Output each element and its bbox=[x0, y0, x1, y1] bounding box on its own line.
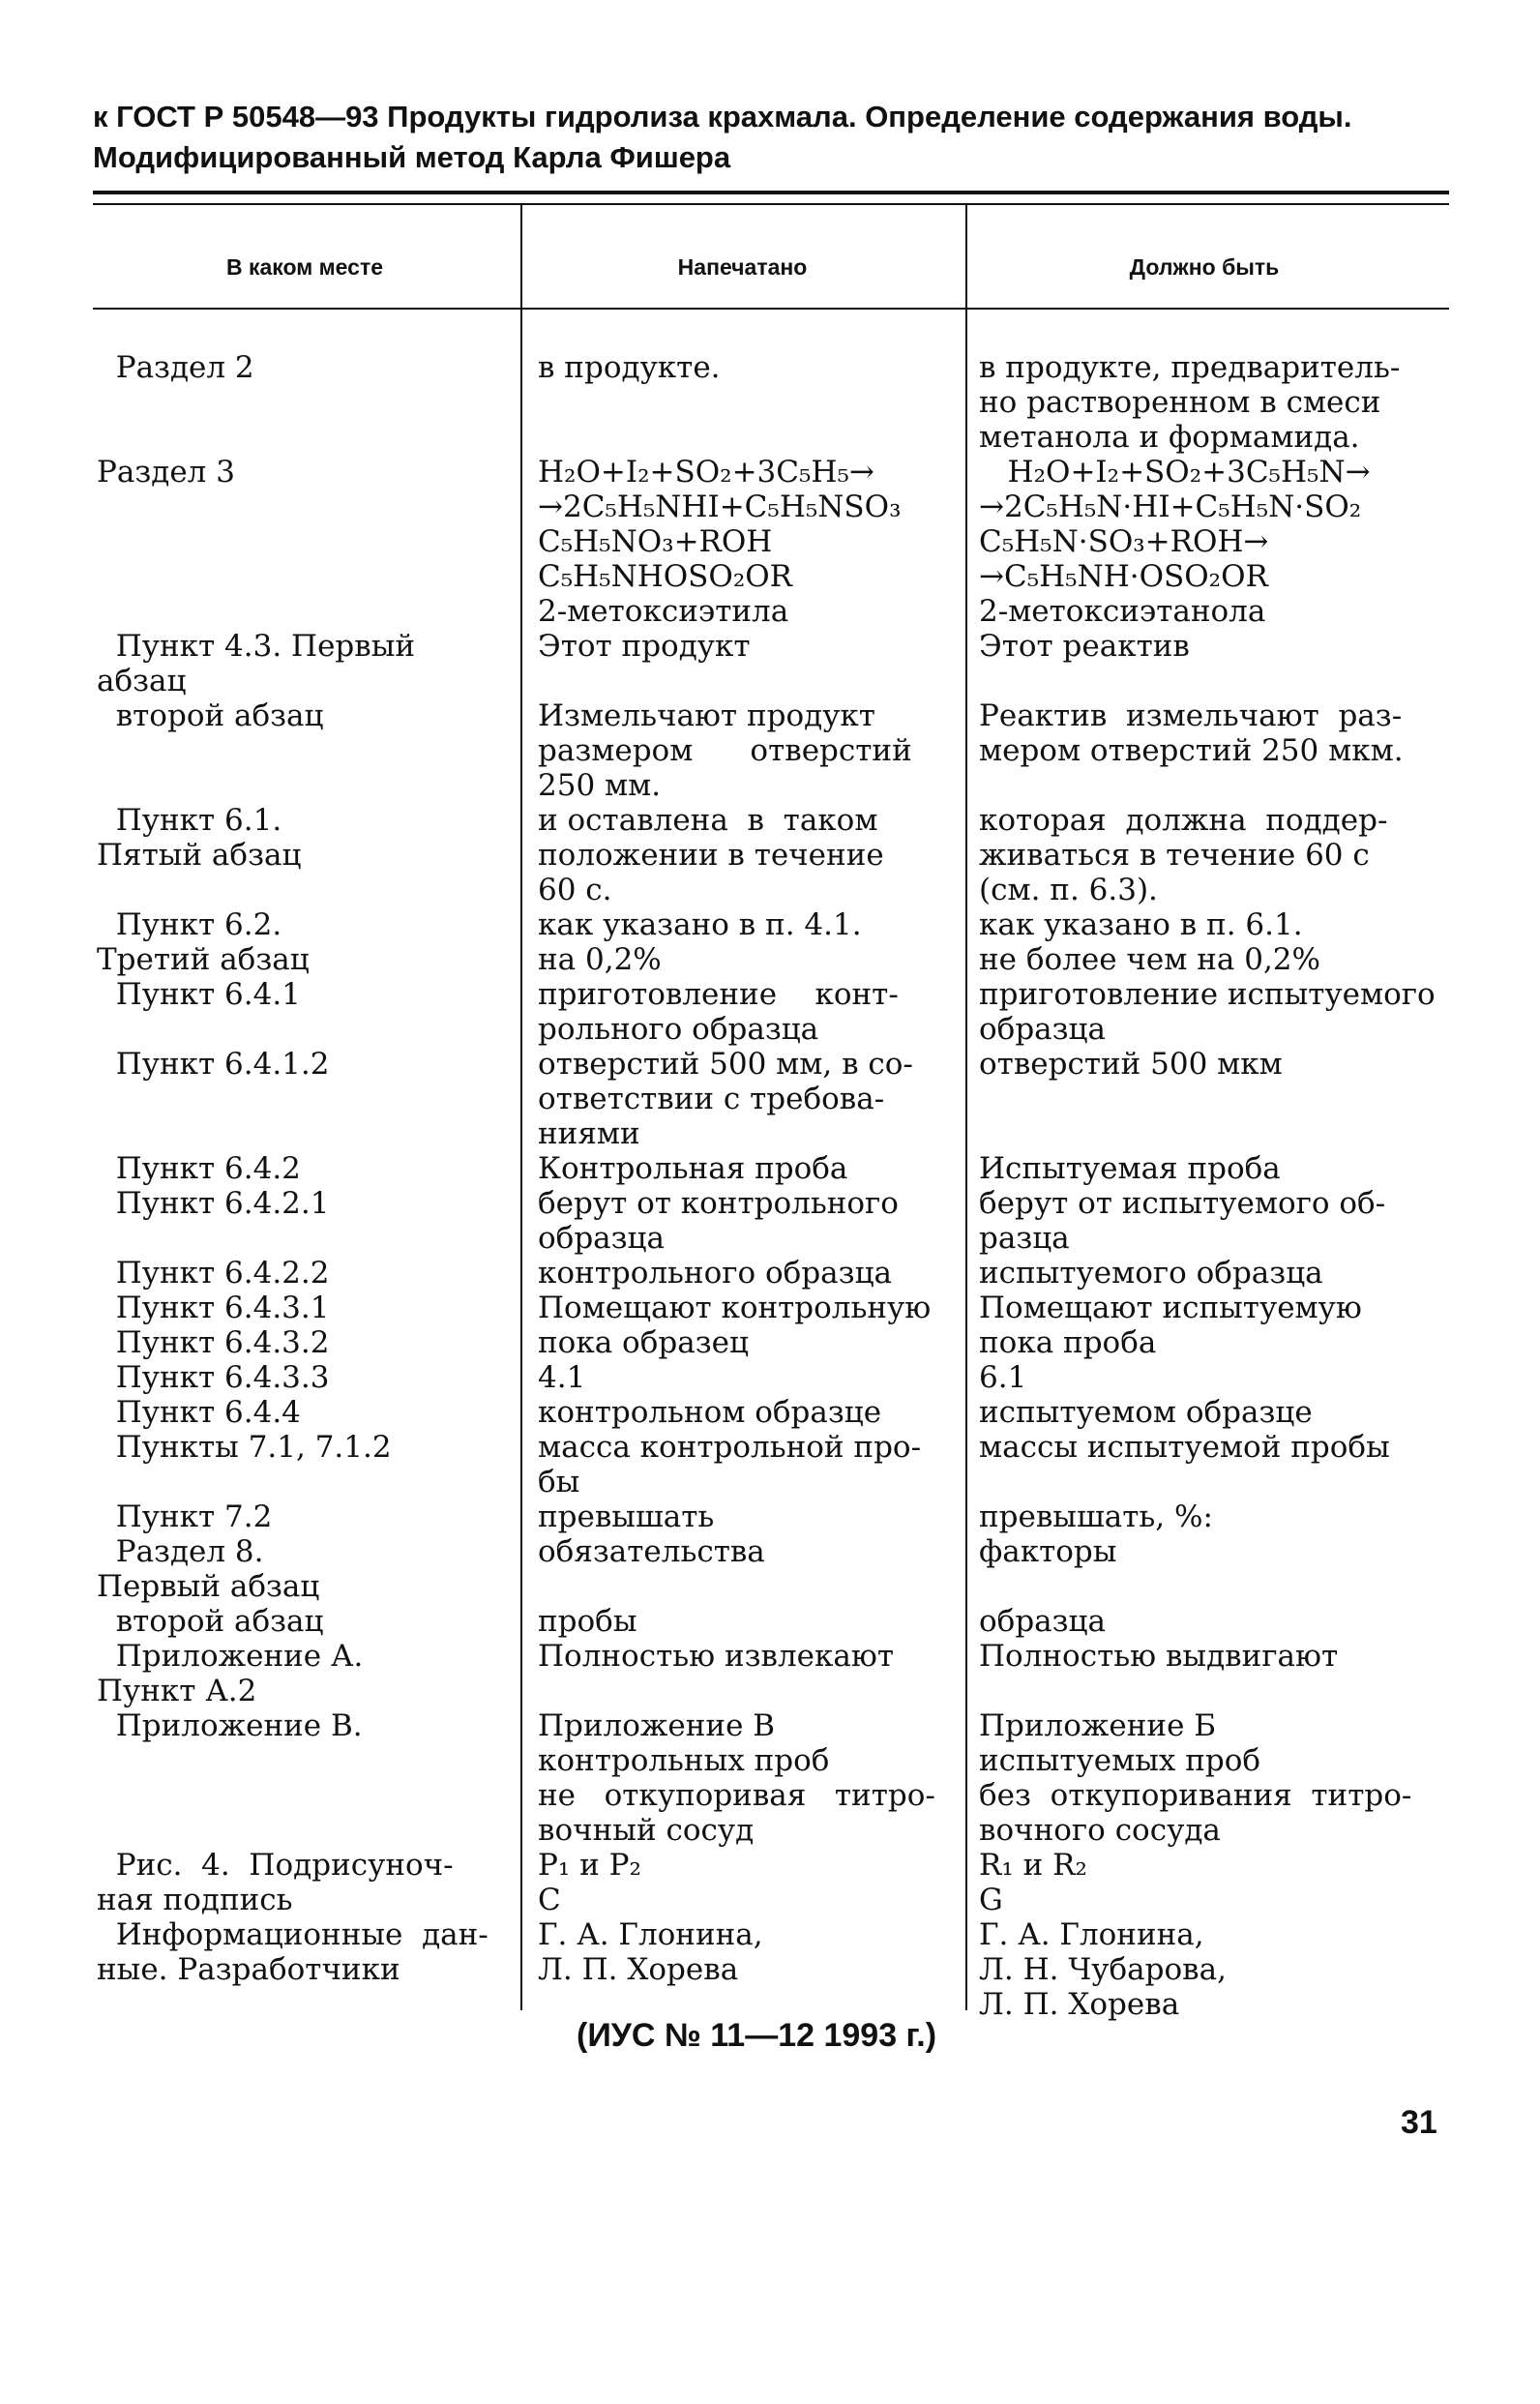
row-10-printed: превышать обязательства bbox=[538, 1499, 765, 1569]
row-2-printed: H₂O+I₂+SO₂+3C₅H₅→ →2C₅H₅NHI+C₅H₅NSO₃ C₅H₅NO₃+ROH C₅H₅NHOSO₂OR 2-метоксиэтила bbox=[538, 455, 902, 629]
row-3-place: Пункт 4.3. Первый абзац bbox=[97, 629, 416, 698]
row-1-correct: в продукте, предваритель- но растворенном в смеси метанола и формамида. bbox=[979, 350, 1401, 455]
row-11-place: второй абзац Приложение А. Пункт А.2 Приложение В. bbox=[97, 1604, 364, 1743]
row-6-place: Пункт 6.2. Третий абзац Пункт 6.4.1 bbox=[97, 907, 310, 1012]
row-8-correct: Испытуемая проба берут от испытуемого об- разца bbox=[979, 1151, 1386, 1256]
column-divider-2 bbox=[965, 203, 967, 2010]
row-11-correct: образца Полностью выдвигают Приложение Б испытуемых проб без откупоривания титро- вочного сосуда bbox=[979, 1604, 1412, 1848]
row-10-correct: превышать, %: факторы bbox=[979, 1499, 1213, 1569]
row-6-printed: как указано в п. 4.1. на 0,2% приготовление конт- рольного образца bbox=[538, 907, 899, 1047]
row-3-correct: Этот реактив bbox=[979, 629, 1190, 664]
row-2-place: Раздел 3 bbox=[97, 455, 235, 490]
row-1-printed: в продукте. bbox=[538, 350, 721, 385]
document-heading: к ГОСТ Р 50548—93 Продукты гидролиза крахмала. Определение содержания воды. Модифицированный метод Карла Фишера bbox=[93, 100, 1352, 174]
row-4-correct: Реактив измельчают раз- мером отверстий 250 мкм. bbox=[979, 698, 1404, 768]
row-10-place: Пункт 7.2 Раздел 8. Первый абзац bbox=[97, 1499, 320, 1604]
column-divider-1 bbox=[520, 203, 522, 2010]
row-12-printed: P₁ и P₂ C Г. А. Глонина, Л. П. Хорева bbox=[538, 1848, 763, 1987]
header-top-rule bbox=[93, 203, 1449, 205]
row-4-place: второй абзац bbox=[97, 698, 324, 733]
row-9-correct: испытуемого образца Помещают испытуемую пока проба 6.1 испытуемом образце массы испытуемой пробы bbox=[979, 1256, 1390, 1465]
top-rule bbox=[93, 191, 1449, 194]
row-8-printed: Контрольная проба берут от контрольного образца bbox=[538, 1151, 899, 1256]
row-1-place: Раздел 2 bbox=[97, 350, 254, 385]
row-6-correct: как указано в п. 6.1. не более чем на 0,2% приготовление испытуемого образца bbox=[979, 907, 1436, 1047]
publication-reference: (ИУС № 11—12 1993 г.) bbox=[577, 2017, 937, 2054]
row-12-place: Рис. 4. Подрисуноч- ная подпись Информационные дан- ные. Разработчики bbox=[97, 1848, 489, 1987]
column-header-place: В каком месте bbox=[225, 253, 383, 280]
row-12-correct: R₁ и R₂ G Г. А. Глонина, Л. Н. Чубарова, Л. П. Хорева bbox=[979, 1848, 1227, 2022]
row-2-correct: H₂O+I₂+SO₂+3C₅H₅N→ →2C₅H₅N·HI+C₅H₅N·SO₂ C₅H₅N·SO₃+ROH→ →C₅H₅NH·OSO₂OR 2-метоксиэтанола bbox=[979, 455, 1371, 629]
row-5-printed: и оставлена в таком положении в течение 60 с. bbox=[538, 803, 884, 907]
row-8-place: Пункт 6.4.2 Пункт 6.4.2.1 bbox=[115, 1151, 330, 1221]
column-header-correct: Должно быть bbox=[1129, 253, 1280, 280]
row-9-printed: контрольного образца Помещают контрольную пока образец 4.1 контрольном образце масса контрольной про- бы bbox=[538, 1256, 932, 1499]
row-9-place: Пункт 6.4.2.2 Пункт 6.4.3.1 Пункт 6.4.3.2 Пункт 6.4.3.3 Пункт 6.4.4 Пункты 7.1, 7.1.2 bbox=[115, 1256, 392, 1465]
row-7-printed: отверстий 500 мм, в со- ответствии с требова- ниями bbox=[538, 1047, 913, 1151]
header-bottom-rule bbox=[93, 308, 1449, 310]
page-number: 31 bbox=[1401, 2104, 1437, 2141]
row-5-place: Пункт 6.1. Пятый абзац bbox=[97, 803, 302, 873]
row-4-printed: Измельчают продукт размером отверстий 250 мм. bbox=[538, 698, 912, 803]
row-7-correct: отверстий 500 мкм bbox=[979, 1047, 1283, 1082]
row-11-printed: пробы Полностью извлекают Приложение В контрольных проб не откупоривая титро- вочный сосуд bbox=[538, 1604, 935, 1848]
column-header-printed: Напечатано bbox=[677, 253, 808, 280]
row-3-printed: Этот продукт bbox=[538, 629, 751, 664]
row-7-place: Пункт 6.4.1.2 bbox=[97, 1047, 330, 1082]
row-5-correct: которая должна поддер- живаться в течение 60 с (см. п. 6.3). bbox=[979, 803, 1388, 907]
